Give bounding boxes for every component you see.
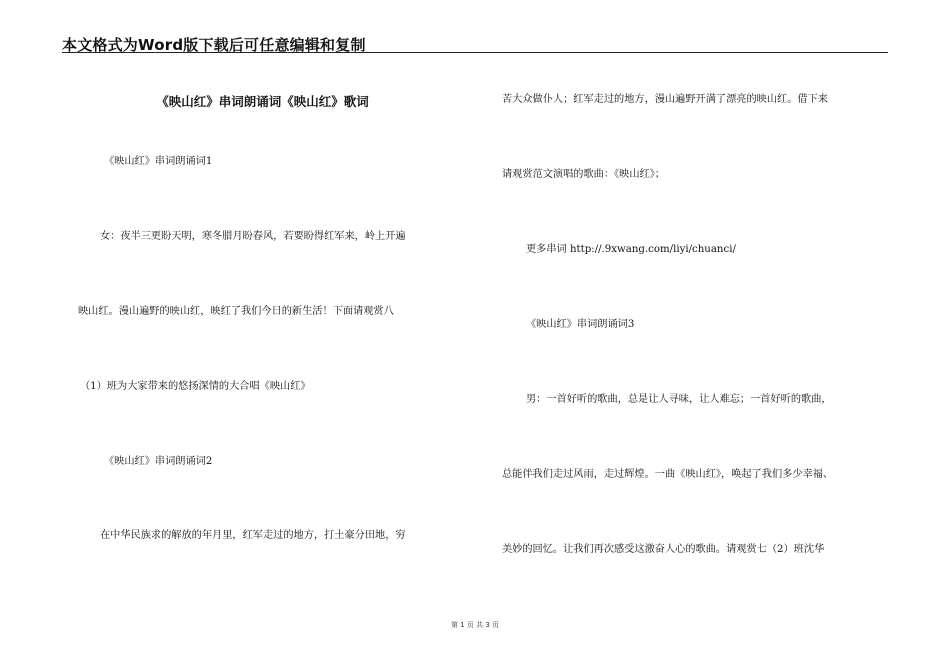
right-paragraph-line: 苦大众做仆人；红军走过的地方，漫山遍野开满了漂亮的映山红。借下来 <box>502 94 828 105</box>
header-title: 本文格式为Word版下载后可任意编辑和复制 <box>62 36 366 54</box>
right-paragraph-line: 更多串词 http://.9xwang.com/liyi/chuanci/ <box>526 244 736 255</box>
right-paragraph-line: 总能伴我们走过风雨，走过辉煌。一曲《映山红》，唤起了我们多少幸福、 <box>502 469 834 480</box>
right-paragraph-line: 美妙的回忆。让我们再次感受这激奋人心的歌曲。请观赏七（2）班沈华 <box>502 544 825 555</box>
header-divider <box>62 52 888 53</box>
right-paragraph-line: 男：一首好听的歌曲，总是让人寻味，让人难忘；一首好听的歌曲， <box>526 394 832 405</box>
left-paragraph-line: 《映山红》串词朗诵词1 <box>104 156 213 167</box>
right-paragraph-line: 《映山红》串词朗诵词3 <box>526 319 635 330</box>
left-paragraph-line: 《映山红》串词朗诵词2 <box>104 456 213 467</box>
page-number: 第 1 页 共 3 页 <box>450 621 500 629</box>
left-paragraph-line: 映山红。漫山遍野的映山红，映红了我们今日的新生活！下面请观赏八 <box>78 306 394 317</box>
left-paragraph-line: （1）班为大家带来的悠扬深情的大合唱《映山红》 <box>80 381 311 392</box>
document-title: 《映山红》串词朗诵词《映山红》歌词 <box>156 94 369 109</box>
left-paragraph-line: 女：夜半三更盼天明，寒冬腊月盼春风，若要盼得红军来，岭上开遍 <box>100 231 406 242</box>
right-paragraph-line: 请观赏范文演唱的歌曲：《映山红》； <box>502 169 665 180</box>
left-paragraph-line: 在中华民族求的解放的年月里，红军走过的地方，打土豪分田地，穷 <box>100 530 406 541</box>
